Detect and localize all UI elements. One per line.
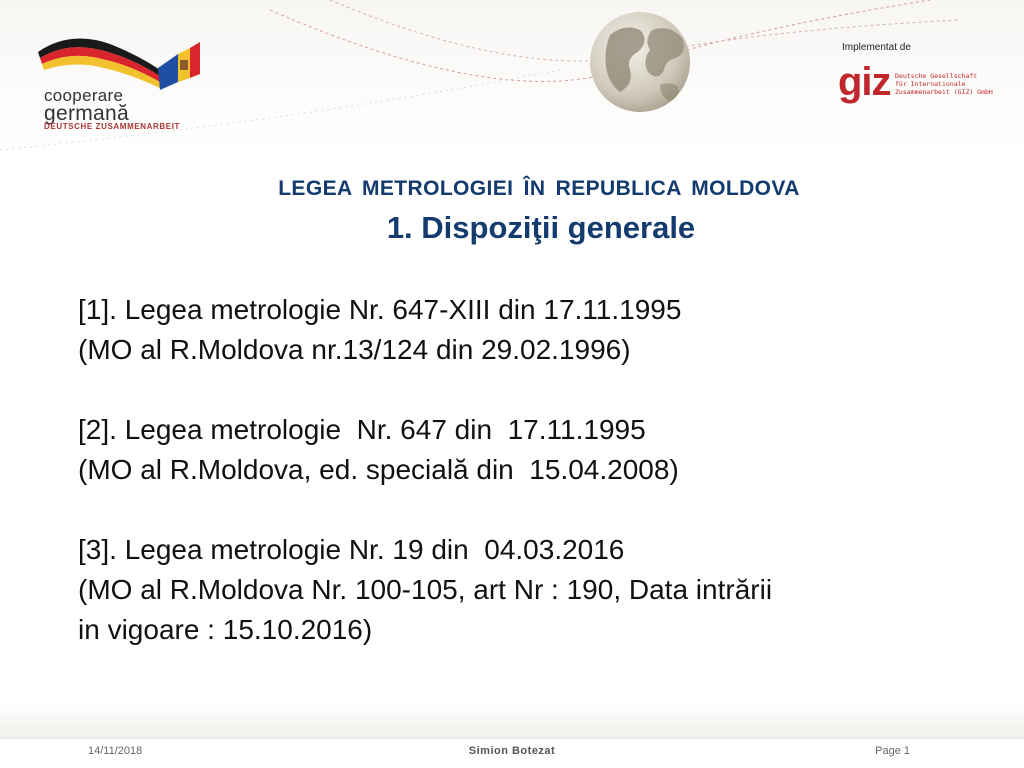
footer-page-number: Page 1	[875, 745, 910, 757]
logo-line-2: germană	[44, 102, 129, 125]
giz-description-line: für Internationale	[895, 80, 966, 88]
body-line: (MO al R.Moldova, ed. specială din 15.04.2008)	[78, 454, 679, 485]
giz-logo	[838, 62, 998, 112]
body-line: [2]. Legea metrologie Nr. 647 din 17.11.1995	[78, 414, 646, 445]
slide-body	[78, 290, 772, 650]
slide-title: LEGEA METROLOGIEI ÎN REPUBLICA MOLDOVA	[278, 177, 800, 200]
body-line-blank	[78, 490, 772, 530]
body-line: (MO al R.Moldova Nr. 100-105, art Nr : 190, Data intrării	[78, 574, 773, 605]
giz-description-line: Deutsche Gesellschaft	[895, 72, 978, 80]
body-line: [1]. Legea metrologie Nr. 647-XIII din 17.11.1995	[78, 294, 682, 325]
body-line: (MO al R.Moldova nr.13/124 din 29.02.1996)	[78, 334, 631, 365]
logo-line-1: cooperare	[44, 86, 124, 105]
giz-description	[895, 72, 993, 96]
flag-swoosh-icon	[30, 30, 210, 90]
footer-author: Simion Botezat	[468, 745, 556, 757]
body-line: in vigoare : 15.10.2016)	[78, 614, 373, 645]
cooperare-germana-logo	[30, 30, 210, 140]
body-line-blank	[78, 370, 772, 410]
giz-mark: giz	[838, 60, 891, 104]
logo-line-3: DEUTSCHE ZUSAMMENARBEIT	[44, 122, 181, 131]
body-line: [3]. Legea metrologie Nr. 19 din 04.03.2016	[78, 534, 625, 565]
slide-footer	[0, 738, 1024, 768]
slide-subtitle: 1. Dispoziţii generale	[386, 210, 696, 245]
implemented-by-label: Implementat de	[842, 42, 911, 53]
footer-date: 14/11/2018	[88, 745, 143, 757]
globe-icon	[590, 12, 690, 112]
giz-description-line: Zusammenarbeit (GIZ) GmbH	[895, 88, 993, 96]
